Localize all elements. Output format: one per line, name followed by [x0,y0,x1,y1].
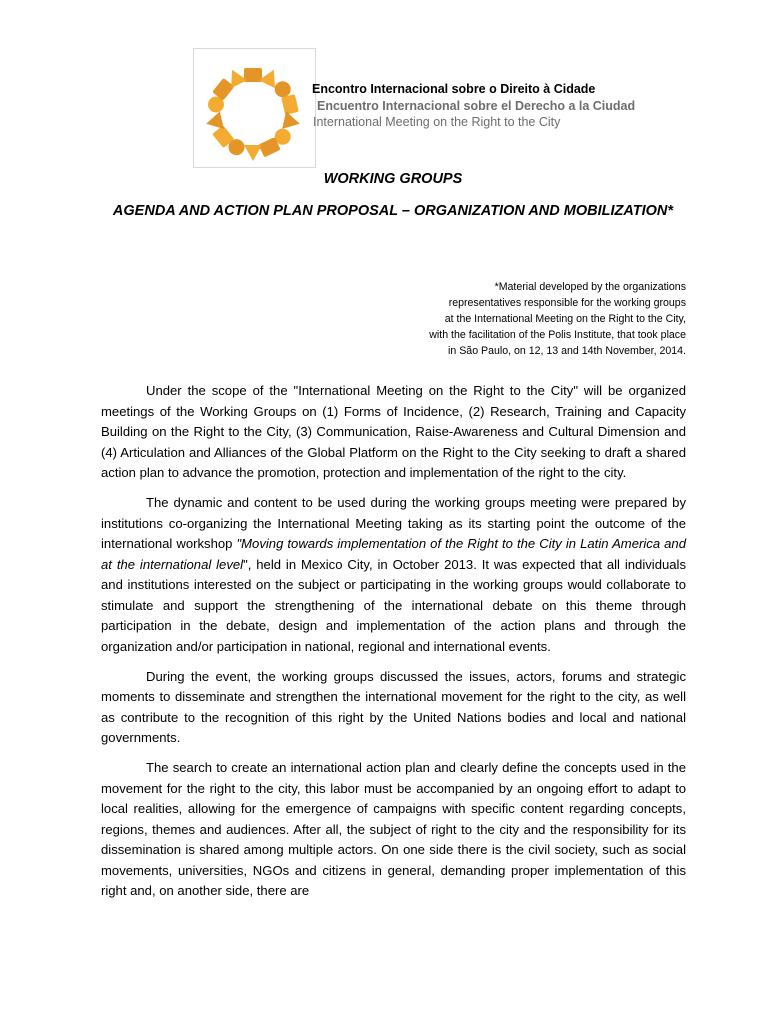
document-subtitle: AGENDA AND ACTION PLAN PROPOSAL – ORGANIZATION AND MOBILIZATION* [112,203,674,219]
paragraph-text: ", held in Mexico City, in October 2013. It was expected that all individuals and institutions interested on the subject or participating in the working groups would collaborate to stimulate and support the strengthening of the international debate on this theme through participation in the debate, design and implementation of the action plans and through the organization and/or participation in national, regional and international events. [101,556,687,654]
credit-line: with the facilitation of the Polis Institute, that took place [429,329,686,341]
credit-line: *Material developed by the organizations [494,281,686,293]
circular-cityscape-logo-icon [194,49,317,169]
credit-line: in São Paulo, on 12, 13 and 14th November, 2014. [448,345,686,357]
event-logo [193,48,316,168]
credit-note [429,279,686,359]
event-name-portuguese: Encontro Internacional sobre o Direito à Cidade [312,82,596,96]
body-paragraph-3: During the event, the working groups discussed the issues, actors, forums and strategic moments to disseminate and strengthen the international movement for the right to the city, as well as contribute to the recognition of this right by the United Nations bodies and local and national governments. [101,668,686,745]
logo-motif [244,68,262,82]
body-paragraph-2 [101,493,686,657]
body-paragraph-4: The search to create an international action plan and clearly define the concepts used in the movement for the right to the city, this labor must be accompanied by an ongoing effort to adapt to local realities, allowing for the emergence of campaigns with specific content regarding concepts, regions, themes and audiences. After all, the subject of right to the city and the responsibility for its dissemination is shared among multiple actors. On one side there is the civil society, such as social movements, universities, NGOs and citizens in general, demanding proper implementation of this right and, on another side, there are [101,760,686,898]
document-body [101,381,686,911]
credit-line: representatives responsible for the working groups [448,297,686,309]
event-name-english: International Meeting on the Right to the City [313,115,561,129]
paragraph-text: The dynamic and content to be used during the working groups meeting were prepared by institutions co-organizing the International Meeting taking as its starting point the outcome of the international workshop [101,495,686,551]
workshop-title: "Moving towards implementation of the Right to the City in Latin America and at the international level [101,536,686,572]
logo-motif [281,94,299,115]
document-title: WORKING GROUPS [323,171,463,187]
event-name-spanish: Encuentro Internacional sobre el Derecho a la Ciudad [317,99,636,113]
logo-motif [244,145,262,161]
credit-line: at the International Meeting on the Right to the City, [444,313,686,325]
body-paragraph-1: Under the scope of the "International Meeting on the Right to the City" will be organized meetings of the Working Groups on (1) Forms of Incidence, (2) Research, Training and Capacity Building on the Right to the City, (3) Communication, Raise-Awareness and Cultural Dimension and (4) Articulation and Alliances of the Global Platform on the Right to the City seeking to draft a shared action plan to advance the promotion, protection and implementation of the right to the city. [101,383,686,480]
